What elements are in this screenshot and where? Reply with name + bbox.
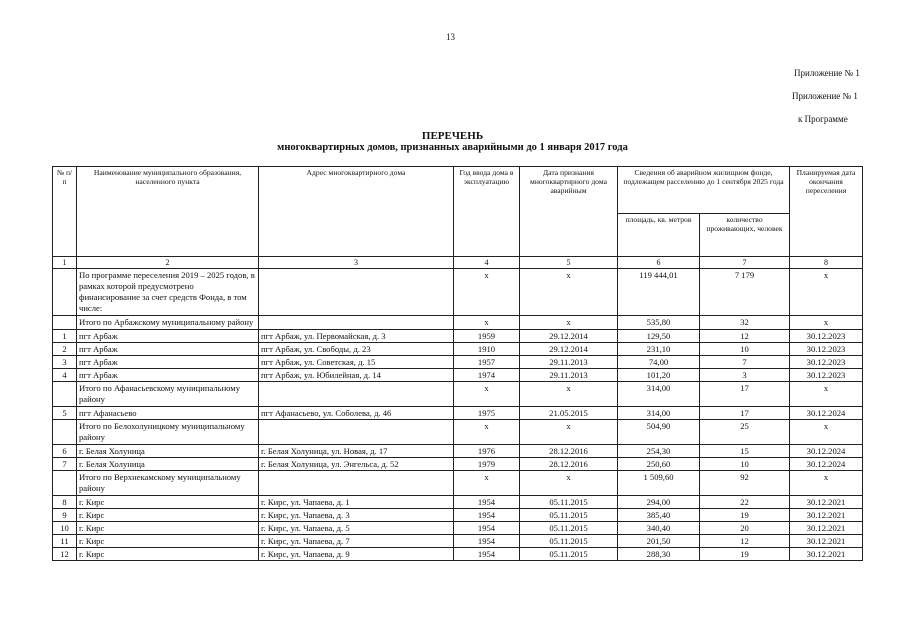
header-year: Год ввода дома в эксплуатацию	[454, 167, 520, 257]
end-date-cell: 30.12.2021	[790, 509, 863, 522]
housing-registry-table	[52, 166, 863, 561]
table-row	[53, 509, 863, 522]
table-row	[53, 445, 863, 458]
end-date-cell: х	[790, 420, 863, 445]
address-cell	[259, 316, 454, 330]
people-cell: 7	[700, 356, 790, 369]
end-date-cell: 30.12.2021	[790, 535, 863, 548]
table-row	[53, 407, 863, 420]
people-cell: 10	[700, 458, 790, 471]
address-cell: пгт Арбаж, ул. Первомайская, д. 3	[259, 330, 454, 343]
header-end-date: Планируемая дата окончания переселения	[790, 167, 863, 257]
address-cell	[259, 420, 454, 445]
end-date-cell: 30.12.2023	[790, 369, 863, 382]
header-address: Адрес многоквартирного дома	[259, 167, 454, 257]
row-number: 5	[53, 407, 77, 420]
column-number: 8	[790, 257, 863, 269]
date-cell: 05.11.2015	[520, 496, 618, 509]
year-cell: х	[454, 471, 520, 496]
municipality-cell: г. Кирс	[77, 509, 259, 522]
people-cell: 15	[700, 445, 790, 458]
end-date-cell: х	[790, 316, 863, 330]
row-number: 10	[53, 522, 77, 535]
year-cell: 1979	[454, 458, 520, 471]
date-cell: 21.05.2015	[520, 407, 618, 420]
people-cell: 19	[700, 509, 790, 522]
table-row	[53, 535, 863, 548]
header-date: Дата признания многоквартирного дома аварийным	[520, 167, 618, 257]
area-cell: 535,80	[618, 316, 700, 330]
row-number: 4	[53, 369, 77, 382]
table-total-row	[53, 269, 863, 316]
column-number: 4	[454, 257, 520, 269]
people-cell: 20	[700, 522, 790, 535]
table-total-row	[53, 382, 863, 407]
area-cell: 74,00	[618, 356, 700, 369]
address-cell: г. Кирс, ул. Чапаева, д. 9	[259, 548, 454, 561]
document-title: ПЕРЕЧЕНЬ	[421, 130, 484, 142]
table-row	[53, 548, 863, 561]
table-row	[53, 356, 863, 369]
document-subtitle: многоквартирных домов, признанных аварийными до 1 января 2017 года	[277, 142, 628, 153]
area-cell: 314,00	[618, 382, 700, 407]
date-cell: х	[520, 420, 618, 445]
people-cell: 22	[700, 496, 790, 509]
area-cell: 385,40	[618, 509, 700, 522]
area-cell: 101,20	[618, 369, 700, 382]
area-cell: 1 509,60	[618, 471, 700, 496]
municipality-cell: г. Кирс	[77, 496, 259, 509]
address-cell	[259, 269, 454, 316]
people-cell: 7 179	[700, 269, 790, 316]
address-cell: пгт Афанасьево, ул. Соболева, д. 46	[259, 407, 454, 420]
people-cell: 25	[700, 420, 790, 445]
end-date-cell: 30.12.2021	[790, 522, 863, 535]
area-cell: 288,30	[618, 548, 700, 561]
address-cell: г. Кирс, ул. Чапаева, д. 1	[259, 496, 454, 509]
municipality-cell: пгт Афанасьево	[77, 407, 259, 420]
year-cell: 1954	[454, 548, 520, 561]
row-number	[53, 316, 77, 330]
municipality-cell: Итого по Афанасьевскому муниципальному району	[77, 382, 259, 407]
date-cell: 28.12.2016	[520, 445, 618, 458]
end-date-cell: 30.12.2021	[790, 496, 863, 509]
address-cell: г. Кирс, ул. Чапаева, д. 5	[259, 522, 454, 535]
municipality-cell: пгт Арбаж	[77, 356, 259, 369]
row-number: 6	[53, 445, 77, 458]
column-number: 6	[618, 257, 700, 269]
column-number: 2	[77, 257, 259, 269]
date-cell: 29.12.2014	[520, 343, 618, 356]
table-row	[53, 522, 863, 535]
address-cell: пгт Арбаж, ул. Свободы, д. 23	[259, 343, 454, 356]
header-fund-info: Сведения об аварийном жилищном фонде, подлежащем расселению до 1 сентября 2025 года	[618, 167, 790, 214]
end-date-cell: 30.12.2021	[790, 548, 863, 561]
end-date-cell: х	[790, 382, 863, 407]
address-cell: пгт Арбаж, ул. Советская, д. 15	[259, 356, 454, 369]
date-cell: 05.11.2015	[520, 509, 618, 522]
end-date-cell: 30.12.2024	[790, 445, 863, 458]
area-cell: 504,90	[618, 420, 700, 445]
end-date-cell: 30.12.2023	[790, 330, 863, 343]
people-cell: 19	[700, 548, 790, 561]
area-cell: 231,10	[618, 343, 700, 356]
year-cell: 1959	[454, 330, 520, 343]
people-cell: 92	[700, 471, 790, 496]
area-cell: 201,50	[618, 535, 700, 548]
column-number: 7	[700, 257, 790, 269]
area-cell: 340,40	[618, 522, 700, 535]
municipality-cell: г. Кирс	[77, 522, 259, 535]
column-number: 5	[520, 257, 618, 269]
end-date-cell: 30.12.2024	[790, 458, 863, 471]
municipality-cell: пгт Арбаж	[77, 330, 259, 343]
table-row	[53, 330, 863, 343]
date-cell: х	[520, 269, 618, 316]
header-number: № п/п	[53, 167, 77, 257]
municipality-cell: По программе переселения 2019 – 2025 годов, в рамках которой предусмотрено финансирование за счет средств Фонда, в том числе:	[77, 269, 259, 316]
annex-line-2: Приложение № 1	[792, 91, 858, 101]
year-cell: х	[454, 420, 520, 445]
municipality-cell: Итого по Арбажскому муниципальному району	[77, 316, 259, 330]
header-municipality: Наименование муниципального образования, населенного пункта	[77, 167, 259, 257]
address-cell: г. Кирс, ул. Чапаева, д. 7	[259, 535, 454, 548]
address-cell: г. Белая Холуница, ул. Энгельса, д. 52	[259, 458, 454, 471]
year-cell: 1954	[454, 535, 520, 548]
row-number: 9	[53, 509, 77, 522]
table-row	[53, 496, 863, 509]
row-number: 7	[53, 458, 77, 471]
people-cell: 17	[700, 382, 790, 407]
year-cell: 1974	[454, 369, 520, 382]
row-number	[53, 269, 77, 316]
row-number: 1	[53, 330, 77, 343]
address-cell: г. Белая Холуница, ул. Новая, д. 17	[259, 445, 454, 458]
registry-body	[53, 257, 863, 561]
column-number: 1	[53, 257, 77, 269]
address-cell	[259, 382, 454, 407]
area-cell: 254,30	[618, 445, 700, 458]
row-number: 2	[53, 343, 77, 356]
year-cell: 1954	[454, 496, 520, 509]
row-number	[53, 471, 77, 496]
address-cell: пгт Арбаж, ул. Юбилейная, д. 14	[259, 369, 454, 382]
municipality-cell: г. Кирс	[77, 548, 259, 561]
year-cell: 1957	[454, 356, 520, 369]
municipality-cell: г. Белая Холуница	[77, 458, 259, 471]
municipality-cell: г. Белая Холуница	[77, 445, 259, 458]
municipality-cell: г. Кирс	[77, 535, 259, 548]
date-cell: 05.11.2015	[520, 548, 618, 561]
area-cell: 294,00	[618, 496, 700, 509]
people-cell: 12	[700, 330, 790, 343]
table-total-row	[53, 471, 863, 496]
end-date-cell: 30.12.2024	[790, 407, 863, 420]
table-row	[53, 369, 863, 382]
date-cell: х	[520, 316, 618, 330]
date-cell: 29.12.2014	[520, 330, 618, 343]
year-cell: 1976	[454, 445, 520, 458]
row-number	[53, 382, 77, 407]
annex-line-3: к Программе	[798, 114, 848, 124]
year-cell: 1910	[454, 343, 520, 356]
date-cell: 05.11.2015	[520, 522, 618, 535]
municipality-cell: пгт Арбаж	[77, 343, 259, 356]
row-number: 12	[53, 548, 77, 561]
area-cell: 119 444,01	[618, 269, 700, 316]
year-cell: 1954	[454, 522, 520, 535]
people-cell: 17	[700, 407, 790, 420]
row-number: 8	[53, 496, 77, 509]
area-cell: 314,00	[618, 407, 700, 420]
end-date-cell: 30.12.2023	[790, 356, 863, 369]
municipality-cell: пгт Арбаж	[77, 369, 259, 382]
year-cell: х	[454, 269, 520, 316]
year-cell: х	[454, 316, 520, 330]
year-cell: 1975	[454, 407, 520, 420]
page-number: 13	[446, 32, 455, 42]
municipality-cell: Итого по Белохолуницкому муниципальному району	[77, 420, 259, 445]
date-cell: х	[520, 471, 618, 496]
table-row	[53, 343, 863, 356]
row-number	[53, 420, 77, 445]
date-cell: 05.11.2015	[520, 535, 618, 548]
date-cell: 29.11.2013	[520, 369, 618, 382]
end-date-cell: х	[790, 269, 863, 316]
row-number: 3	[53, 356, 77, 369]
column-number: 3	[259, 257, 454, 269]
address-cell: г. Кирс, ул. Чапаева, д. 3	[259, 509, 454, 522]
people-cell: 10	[700, 343, 790, 356]
end-date-cell: х	[790, 471, 863, 496]
people-cell: 32	[700, 316, 790, 330]
people-cell: 3	[700, 369, 790, 382]
year-cell: х	[454, 382, 520, 407]
municipality-cell: Итого по Верхнекамскому муниципальному району	[77, 471, 259, 496]
date-cell: 29.11.2013	[520, 356, 618, 369]
header-people: количество проживающих, человек	[700, 214, 790, 257]
annex-line-1: Приложение № 1	[794, 68, 860, 78]
header-area: площадь, кв. метров	[618, 214, 700, 257]
row-number: 11	[53, 535, 77, 548]
table-row	[53, 458, 863, 471]
area-cell: 129,50	[618, 330, 700, 343]
table-total-row	[53, 316, 863, 330]
date-cell: 28.12.2016	[520, 458, 618, 471]
table-total-row	[53, 420, 863, 445]
people-cell: 12	[700, 535, 790, 548]
area-cell: 250,60	[618, 458, 700, 471]
year-cell: 1954	[454, 509, 520, 522]
end-date-cell: 30.12.2023	[790, 343, 863, 356]
address-cell	[259, 471, 454, 496]
date-cell: х	[520, 382, 618, 407]
column-number-row	[53, 257, 863, 269]
